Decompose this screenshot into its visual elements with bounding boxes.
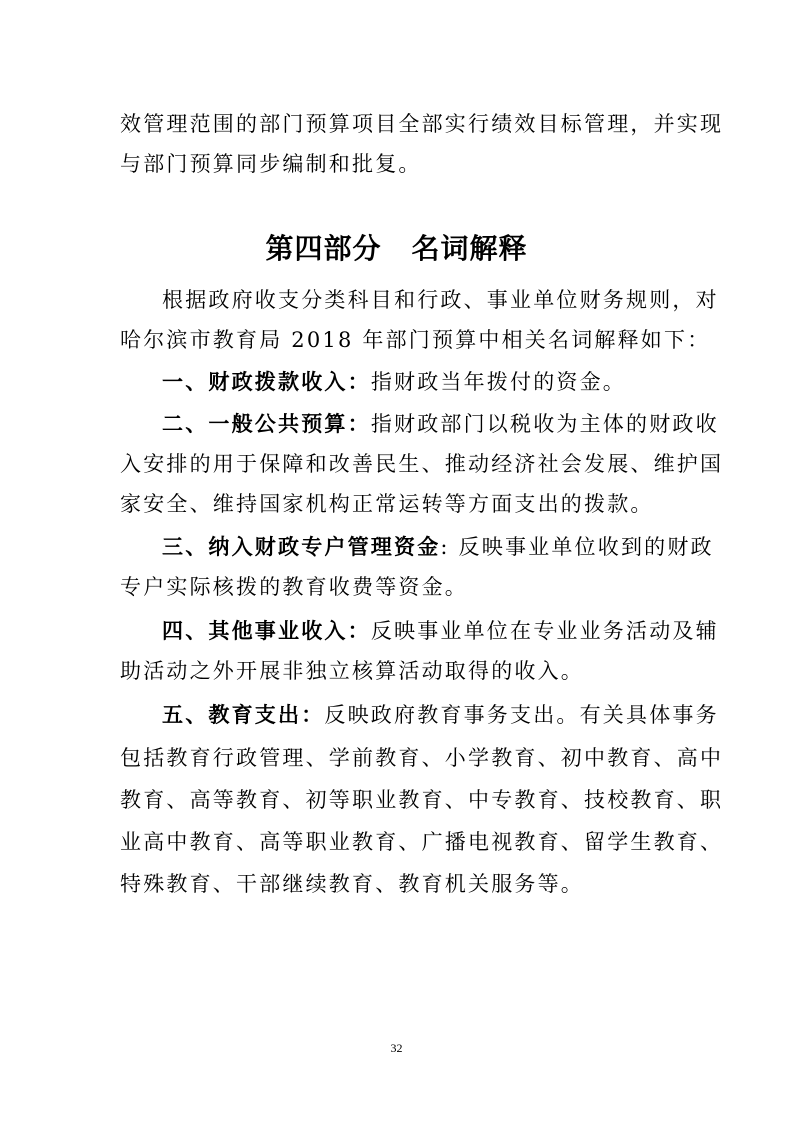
section-number: 第四部分 [265, 232, 382, 265]
term-name: 四、其他事业收入： [162, 618, 371, 643]
intro-line: 哈尔滨市教育局 2018 年部门预算中相关名词解释如下： [120, 328, 711, 352]
term-definition: : 反映事业单位收到的财政 [440, 535, 714, 559]
term-definition-line: 教育、高等教育、初等职业教育、中专教育、技校教育、职 [120, 788, 724, 812]
term-name: 五、教育支出： [162, 702, 325, 727]
term-paragraph [162, 368, 680, 396]
term-paragraph [162, 410, 719, 438]
term-definition-line: 助活动之外开展非独立核算活动取得的收入。 [120, 659, 584, 683]
section-heading [0, 231, 793, 267]
term-name: 三、纳入财政专户管理资金 [162, 534, 441, 559]
term-paragraph [162, 617, 719, 645]
intro-line: 根据政府收支分类科目和行政、事业单位财务规则，对 [162, 288, 719, 312]
page-number: 32 [390, 1041, 403, 1055]
term-definition: 反映事业单位在专业业务活动及辅 [370, 619, 719, 643]
term-definition: 反映政府教育事务支出。有关具体事务 [324, 703, 719, 727]
term-definition-line: 入安排的用于保障和改善民生、推动经济社会发展、维护国 [120, 452, 724, 476]
term-definition-line: 特殊教育、干部继续教育、教育机关服务等。 [120, 872, 584, 896]
continuation-line: 与部门预算同步编制和批复。 [120, 152, 422, 176]
term-definition-line: 业高中教育、高等职业教育、广播电视教育、留学生教育、 [120, 830, 724, 854]
term-name: 二、一般公共预算： [162, 411, 371, 436]
term-definition-line: 家安全、维持国家机构正常运转等方面支出的拨款。 [120, 492, 654, 516]
term-name: 一、财政拨款收入： [162, 369, 371, 394]
term-paragraph [162, 533, 714, 561]
continuation-line: 效管理范围的部门预算项目全部实行绩效目标管理，并实现 [120, 112, 724, 136]
term-paragraph [162, 701, 719, 729]
term-definition: 指财政部门以税收为主体的财政收 [370, 412, 719, 436]
term-definition-line: 包括教育行政管理、学前教育、小学教育、初中教育、高中 [120, 746, 724, 770]
section-title: 名词解释 [411, 232, 528, 265]
term-definition: 指财政当年拨付的资金。 [370, 370, 627, 394]
term-definition-line: 专户实际核拨的教育收费等资金。 [120, 575, 468, 599]
